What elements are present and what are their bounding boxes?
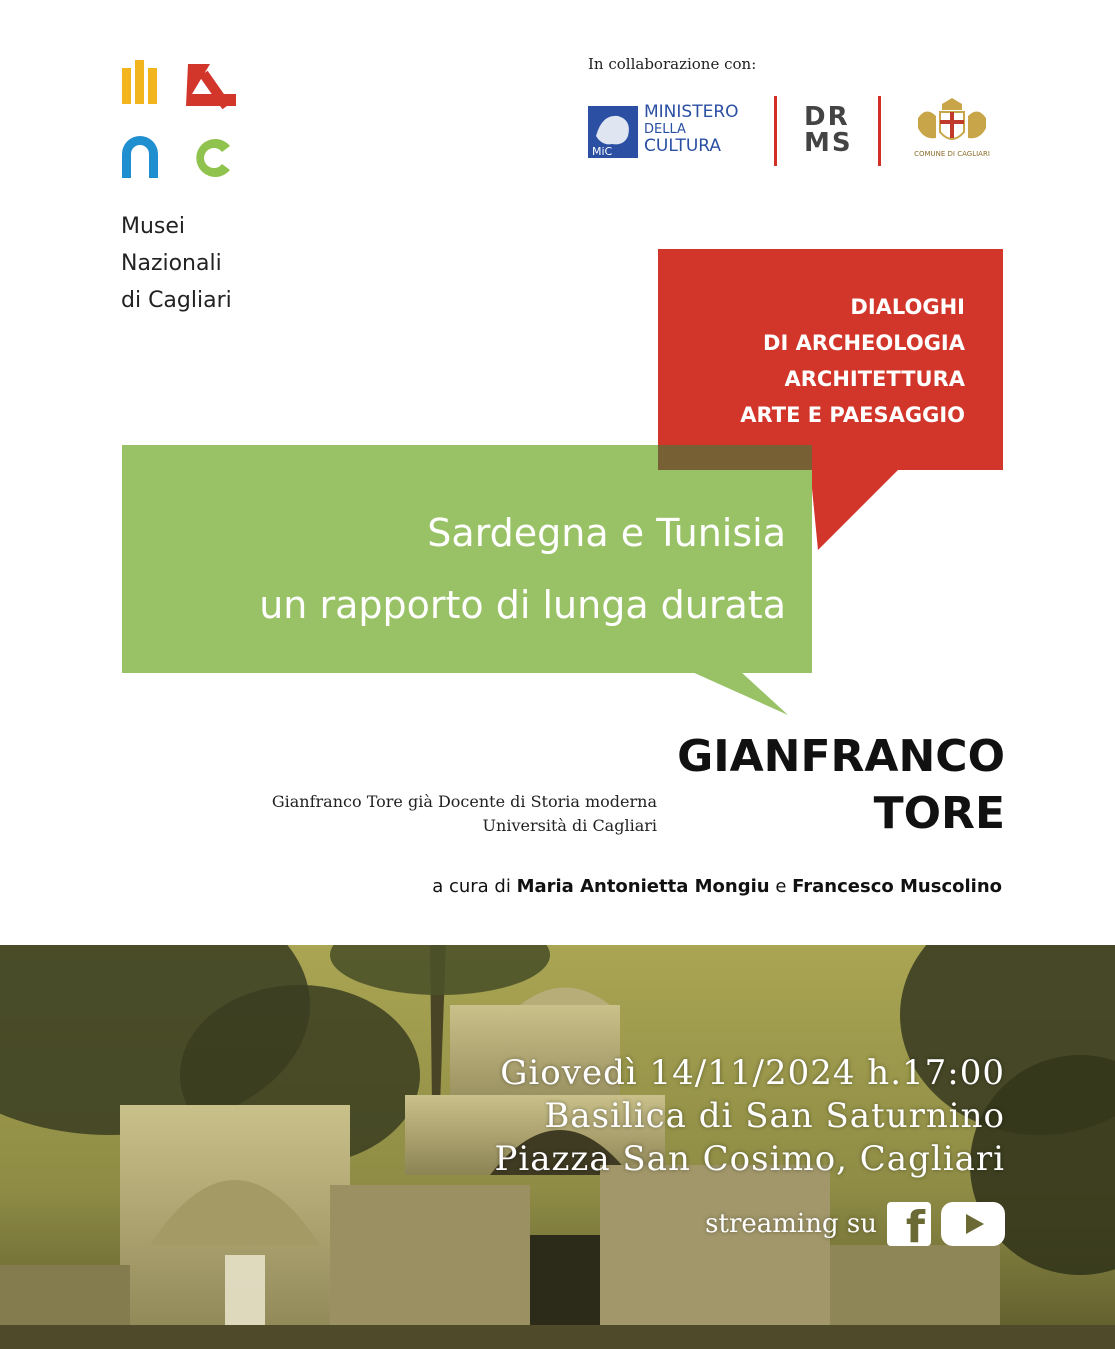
streaming-row xyxy=(705,1200,1005,1253)
bubble-overlap xyxy=(658,445,812,470)
event-venue: Basilica di San Saturnino xyxy=(544,1096,1005,1136)
drms-logo xyxy=(804,104,853,156)
series-line: ARCHITETTURA xyxy=(784,367,965,391)
ministry-line: MINISTERO xyxy=(644,102,739,122)
speaker-bio xyxy=(272,790,657,838)
youtube-icon[interactable] xyxy=(941,1202,1005,1246)
comune-label: COMUNE DI CAGLIARI xyxy=(914,150,990,158)
curators-prefix: a cura di xyxy=(432,876,511,897)
speaker-name-line: GIANFRANCO xyxy=(677,731,1005,782)
partner-logos xyxy=(588,96,1008,168)
drms-line: DR xyxy=(804,102,850,132)
collaboration-label: In collaborazione con: xyxy=(588,55,757,73)
drms-line: MS xyxy=(804,128,853,158)
facebook-icon[interactable]: f xyxy=(887,1202,931,1246)
museum-name xyxy=(121,208,232,319)
ministry-logo-icon xyxy=(588,106,638,158)
talk-title-line: un rapporto di lunga durata xyxy=(259,583,786,627)
series-line: ARTE E PAESAGGIO xyxy=(740,403,965,427)
talk-bubble xyxy=(122,445,812,673)
curator-name: Maria Antonietta Mongiu xyxy=(516,876,770,897)
ministry-name xyxy=(644,104,739,155)
ministry-badge: MiC xyxy=(592,145,613,158)
curators xyxy=(432,876,1002,897)
museum-name-line: Musei xyxy=(121,214,186,239)
series-title xyxy=(740,289,965,433)
speaker-bio-line: Università di Cagliari xyxy=(482,816,657,835)
ministry-line: DELLA xyxy=(644,122,686,137)
curators-joiner: e xyxy=(775,876,787,897)
streaming-label: streaming su xyxy=(705,1209,877,1239)
event-address: Piazza San Cosimo, Cagliari xyxy=(494,1139,1005,1179)
event-date-time: Giovedì 14/11/2024 h.17:00 xyxy=(500,1053,1005,1093)
mnc-logo-icon xyxy=(120,60,240,180)
museum-name-line: Nazionali xyxy=(121,251,222,276)
talk-bubble-tail xyxy=(690,671,790,716)
museum-name-line: di Cagliari xyxy=(121,288,232,313)
series-line: DIALOGHI xyxy=(850,295,965,319)
series-bubble xyxy=(658,249,1003,470)
ministry-line: CULTURA xyxy=(644,136,722,156)
event-details xyxy=(494,1052,1005,1181)
talk-title-line: Sardegna e Tunisia xyxy=(427,511,786,555)
speaker-name xyxy=(677,728,1005,842)
speaker-bio-line: Gianfranco Tore già Docente di Storia moderna xyxy=(271,792,657,811)
separator xyxy=(878,96,881,166)
speaker-name-line: TORE xyxy=(873,788,1005,839)
curator-name: Francesco Muscolino xyxy=(792,876,1002,897)
talk-title xyxy=(259,497,786,641)
series-line: DI ARCHEOLOGIA xyxy=(763,331,965,355)
separator xyxy=(774,96,777,166)
